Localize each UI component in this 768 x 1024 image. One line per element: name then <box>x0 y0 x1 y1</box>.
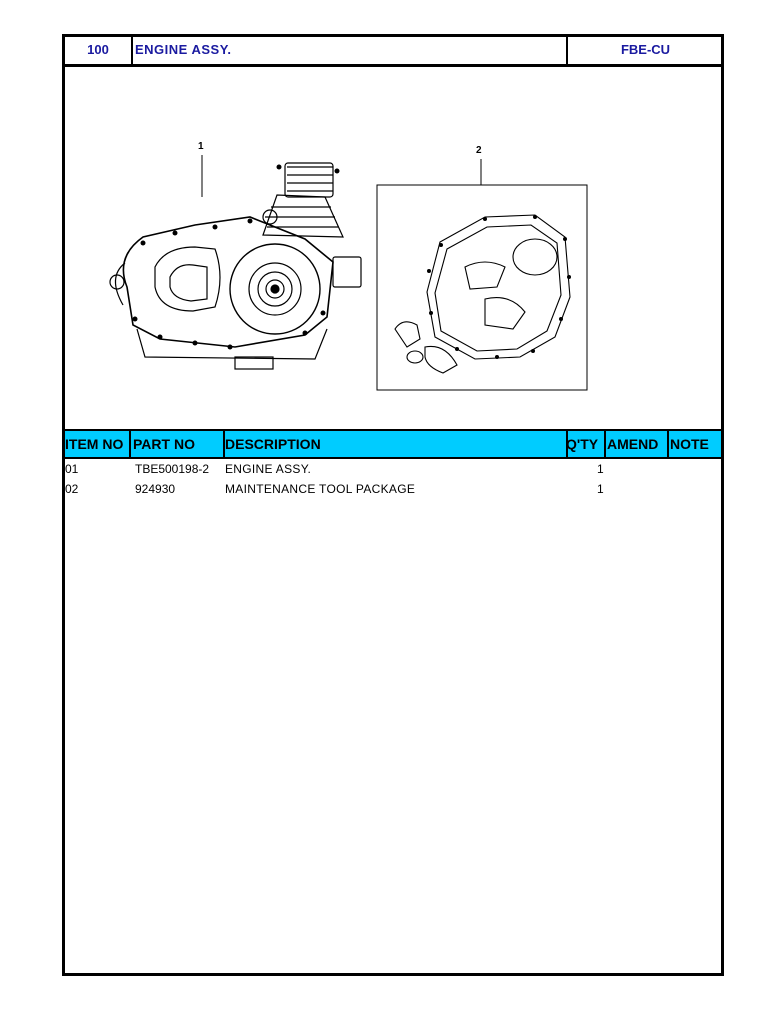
col-description: DESCRIPTION <box>223 431 568 457</box>
col-part-no: PART NO <box>131 431 225 457</box>
section-code: 100 <box>65 37 133 64</box>
engine-drawing <box>65 67 721 427</box>
table-row <box>65 479 721 499</box>
cell-item-no: 01 <box>65 462 79 476</box>
cell-qty: 1 <box>597 482 604 496</box>
parts-sheet <box>62 34 724 976</box>
callout-1-label: 1 <box>198 141 204 152</box>
col-item-no: ITEM NO <box>65 431 131 457</box>
col-amend: AMEND <box>606 431 669 457</box>
col-note: NOTE <box>670 436 709 452</box>
table-row <box>65 459 721 479</box>
parts-table-body <box>65 459 721 499</box>
cell-item-no: 02 <box>65 482 79 496</box>
callout-2-label: 2 <box>476 145 482 156</box>
model-code: FBE-CU <box>566 37 723 64</box>
cell-qty: 1 <box>597 462 604 476</box>
parts-table-header <box>65 429 721 459</box>
sheet-header <box>65 37 721 67</box>
exploded-illustration <box>65 67 721 427</box>
cell-description: ENGINE ASSY. <box>225 462 312 476</box>
section-title: ENGINE ASSY. <box>135 42 232 57</box>
cell-part-no: TBE500198-2 <box>135 462 210 476</box>
cell-part-no: 924930 <box>135 482 176 496</box>
cell-description: MAINTENANCE TOOL PACKAGE <box>225 482 416 496</box>
col-qty: Q'TY <box>566 431 606 457</box>
